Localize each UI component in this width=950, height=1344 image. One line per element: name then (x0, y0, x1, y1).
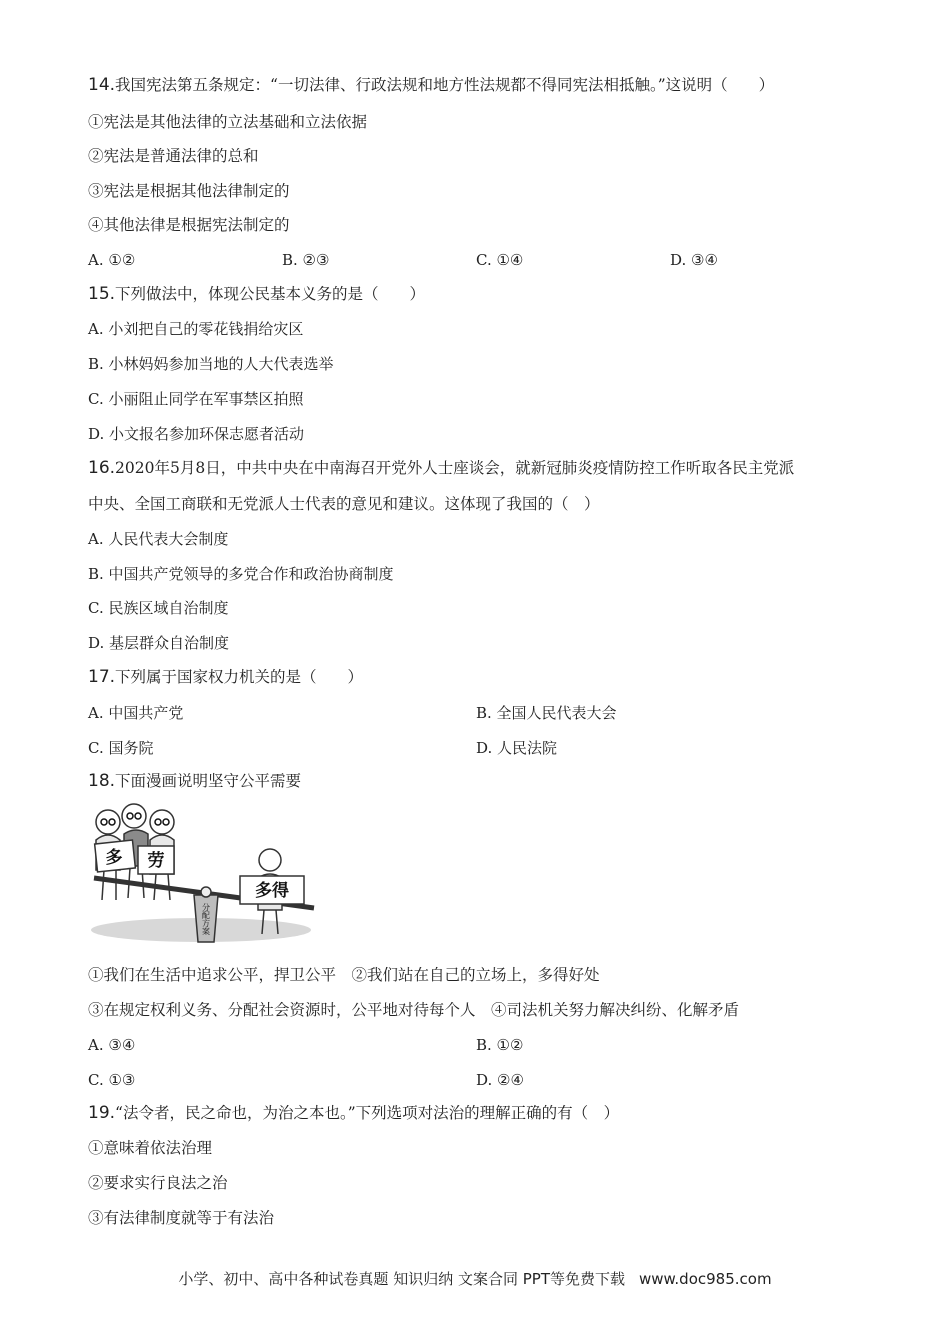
question-16-stem-line2: 中央、全国工商联和无党派人士代表的意见和建议。这体现了我国的（ ） (88, 495, 600, 513)
q16-option-a: A. 人民代表大会制度 (88, 530, 229, 548)
q17-option-b: B. 全国人民代表大会 (476, 704, 617, 722)
question-text: 我国宪法第五条规定：“一切法律、行政法规和地方性法规都不得同宪法相抵触。”这说明（ ） (115, 76, 775, 94)
left-sign-char-2: 劳 (147, 851, 165, 871)
q14-item-4: ④其他法律是根据宪法制定的 (88, 216, 290, 234)
pillar-label: 分配方案 (202, 903, 210, 936)
question-number: 18. (88, 771, 116, 791)
q14-option-a: A. ①② (88, 251, 136, 269)
left-sign-char-1: 多 (105, 848, 123, 868)
q16-option-d: D. 基层群众自治制度 (88, 634, 230, 652)
q18-option-a: A. ③④ (88, 1036, 136, 1054)
q14-item-1: ①宪法是其他法律的立法基础和立法依据 (88, 113, 368, 131)
q18-items-line1: ①我们在生活中追求公平，捍卫公平 ②我们站在自己的立场上，多得好处 (88, 966, 600, 984)
right-sign-text: 多得 (255, 881, 289, 901)
q17-option-c: C. 国务院 (88, 739, 154, 757)
question-number: 15. (88, 284, 116, 304)
q17-option-a: A. 中国共产党 (88, 704, 184, 722)
q16-option-c: C. 民族区域自治制度 (88, 599, 229, 617)
q15-option-b: B. 小林妈妈参加当地的人大代表选举 (88, 355, 334, 373)
q18-option-c: C. ①③ (88, 1071, 136, 1089)
question-18-stem (88, 770, 301, 792)
q14-option-c: C. ①④ (476, 251, 524, 269)
question-19-stem (88, 1102, 619, 1124)
q19-item-1: ①意味着依法治理 (88, 1139, 213, 1157)
question-number: 16. (88, 458, 116, 478)
footer-site-link[interactable]: www.doc985.com (638, 1270, 772, 1288)
q18-items-line2: ③在规定权利义务、分配社会资源时，公平地对待每个人 ④司法机关努力解决纠纷、化解矛盾 (88, 1001, 740, 1019)
q14-item-3: ③宪法是根据其他法律制定的 (88, 182, 290, 200)
question-number: 14. (88, 75, 116, 95)
question-17-stem (88, 666, 363, 688)
page-footer (0, 1268, 950, 1289)
q14-option-b: B. ②③ (282, 251, 330, 269)
q18-option-d: D. ②④ (476, 1071, 524, 1089)
q14-item-2: ②宪法是普通法律的总和 (88, 147, 259, 165)
q18-option-b: B. ①② (476, 1036, 524, 1054)
q16-option-b: B. 中国共产党领导的多党合作和政治协商制度 (88, 565, 394, 583)
q15-option-d: D. 小文报名参加环保志愿者活动 (88, 425, 305, 443)
question-16-stem-line1 (88, 457, 794, 479)
seesaw-cartoon-image (86, 800, 316, 946)
question-14-stem (88, 74, 774, 96)
q15-option-a: A. 小刘把自己的零花钱捐给灾区 (88, 320, 304, 338)
q14-option-d: D. ③④ (670, 251, 718, 269)
question-text: “法令者，民之命也，为治之本也。”下列选项对法治的理解正确的有（ ） (115, 1104, 620, 1122)
footer-text: 小学、初中、高中各种试卷真题 知识归纳 文案合同 PPT等免费下载 (178, 1270, 625, 1288)
q19-item-2: ②要求实行良法之治 (88, 1174, 228, 1192)
question-text: 2020年5月8日，中共中央在中南海召开党外人士座谈会，就新冠肺炎疫情防控工作听取各民主党派 (115, 459, 795, 477)
question-text: 下面漫画说明坚守公平需要 (115, 772, 302, 790)
q17-option-d: D. 人民法院 (476, 739, 558, 757)
question-text: 下列属于国家权力机关的是（ ） (115, 668, 364, 686)
question-number: 19. (88, 1103, 116, 1123)
q15-option-c: C. 小丽阻止同学在军事禁区拍照 (88, 390, 304, 408)
question-text: 下列做法中，体现公民基本义务的是（ ） (115, 285, 426, 303)
q19-item-3: ③有法律制度就等于有法治 (88, 1209, 275, 1227)
question-number: 17. (88, 667, 116, 687)
question-15-stem (88, 283, 425, 305)
